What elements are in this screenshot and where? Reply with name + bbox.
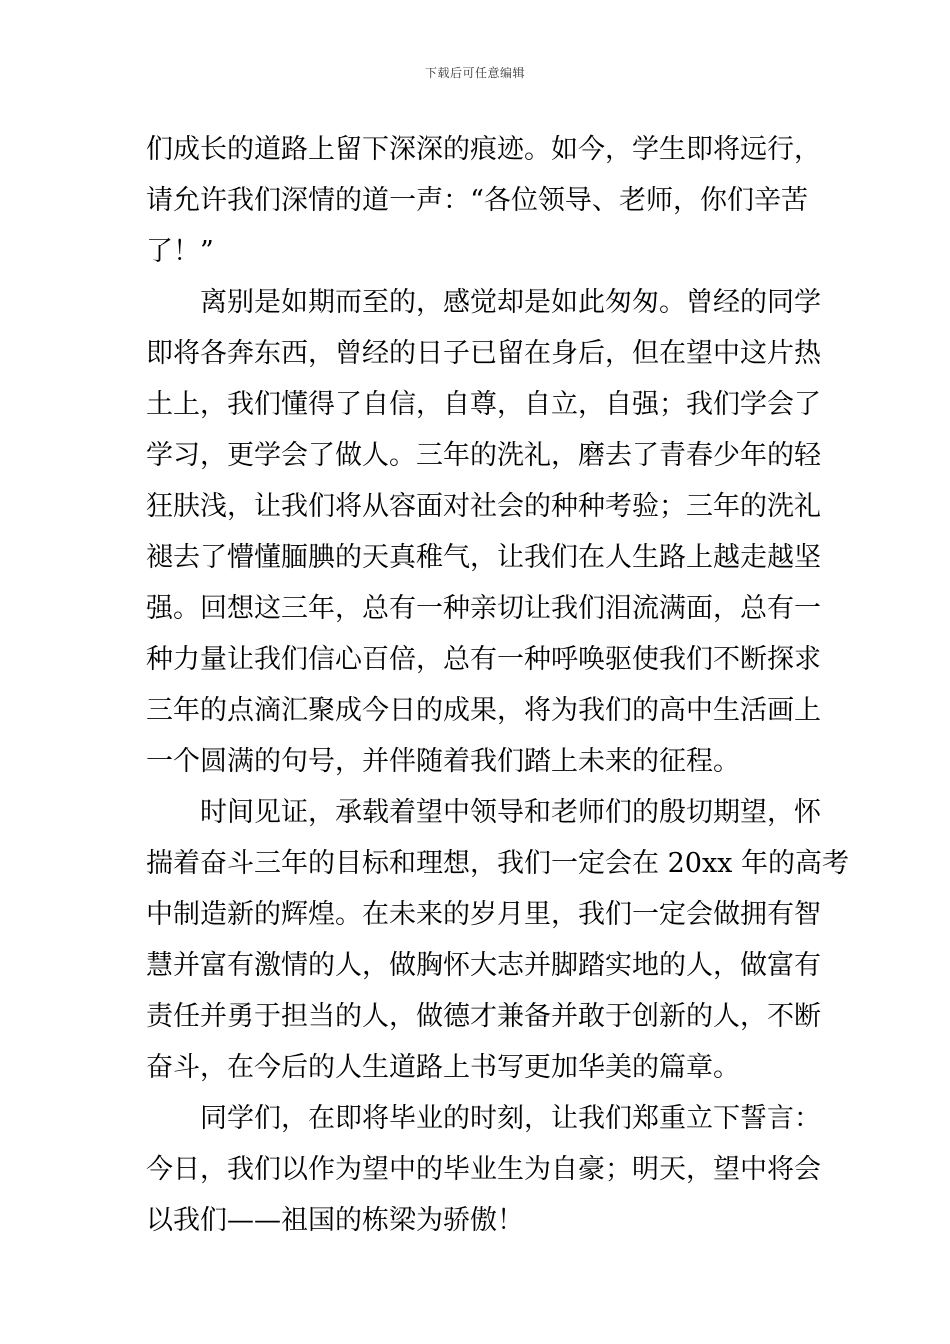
text-line: 中制造新的辉煌。在未来的岁月里，我们一定会做拥有智 — [146, 899, 821, 930]
text-line: 土上，我们懂得了自信，自尊，自立，自强；我们学会了 — [146, 389, 821, 420]
text-line: 们成长的道路上留下深深的痕迹。如今，学生即将远行， — [146, 134, 821, 165]
text-line: 褪去了懵懂腼腆的天真稚气，让我们在人生路上越走越坚 — [146, 542, 821, 573]
text-line: 以我们——祖国的栋梁为骄傲！ — [146, 1205, 524, 1236]
text-line: 狂肤浅，让我们将从容面对社会的种种考验；三年的洗礼 — [146, 491, 821, 522]
text-line: 奋斗，在今后的人生道路上书写更加华美的篇章。 — [146, 1052, 740, 1083]
page-header: 下载后可任意编辑 — [424, 66, 525, 80]
paragraph — [146, 277, 821, 787]
text-line: 同学们，在即将毕业的时刻，让我们郑重立下誓言： — [200, 1103, 821, 1134]
text-line: 一个圆满的句号，并伴随着我们踏上未来的征程。 — [146, 746, 740, 777]
text-line: 三年的点滴汇聚成今日的成果，将为我们的高中生活画上 — [146, 695, 821, 726]
text-line: 揣着奋斗三年的目标和理想，我们一定会在 20xx 年的高考 — [146, 848, 849, 879]
text-line: 离别是如期而至的，感觉却是如此匆匆。曾经的同学 — [200, 287, 821, 318]
text-line: 责任并勇于担当的人，做德才兼备并敢于创新的人，不断 — [146, 1001, 821, 1032]
paragraph — [146, 124, 821, 277]
document-body — [146, 124, 849, 1246]
text-line: 强。回想这三年，总有一种亲切让我们泪流满面，总有一 — [146, 593, 821, 624]
paragraph — [146, 787, 849, 1093]
text-line: 今日，我们以作为望中的毕业生为自豪；明天，望中将会 — [146, 1154, 821, 1185]
text-line: 学习，更学会了做人。三年的洗礼，磨去了青春少年的轻 — [146, 440, 821, 471]
text-line: 慧并富有激情的人，做胸怀大志并脚踏实地的人，做富有 — [146, 950, 821, 981]
text-line: 时间见证，承载着望中领导和老师们的殷切期望，怀 — [200, 797, 821, 828]
paragraph — [146, 1093, 821, 1246]
text-line: 了！” — [146, 236, 214, 267]
text-line: 请允许我们深情的道一声：“各位领导、老师，你们辛苦 — [146, 185, 808, 216]
text-line: 即将各奔东西，曾经的日子已留在身后，但在望中这片热 — [146, 338, 821, 369]
text-line: 种力量让我们信心百倍，总有一种呼唤驱使我们不断探求 — [146, 644, 821, 675]
